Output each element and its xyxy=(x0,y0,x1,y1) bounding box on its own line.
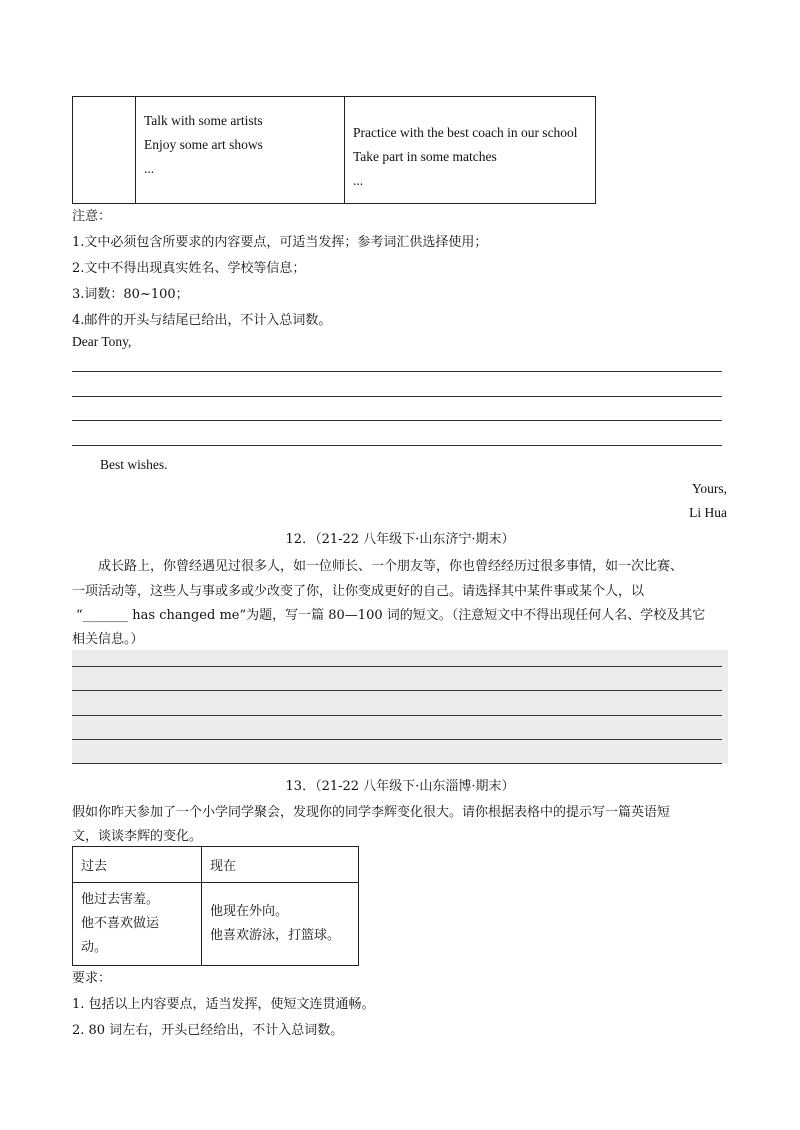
q12-body-line: 一项活动等，这些人与事或多或少改变了你，让你变成更好的自己。请选择其中某件事或某个人，以 xyxy=(72,584,645,599)
q12-body-line: “_______ has changed me”为题，写一篇 80—100 词的短文。（注意短文中不得出现任何人名、学校及其它 xyxy=(76,608,706,623)
table-cell-now xyxy=(202,883,359,966)
question-12-title: 12．（21-22 八年级下·山东济宁·期末） xyxy=(285,532,515,547)
question-13-title: 13．（21-22 八年级下·山东淄博·期末） xyxy=(285,779,515,794)
cell-line: 他不喜欢做运 xyxy=(81,916,160,931)
letter-signoff: Yours, xyxy=(691,481,727,496)
cell-line: 他过去害羞。 xyxy=(81,892,160,907)
writing-line xyxy=(72,666,722,667)
cell-line: 动。 xyxy=(81,940,108,955)
note-item: 3.词数：80~100； xyxy=(72,287,189,302)
writing-line xyxy=(72,396,722,397)
letter-name: Li Hua xyxy=(689,505,727,520)
letter-closing: Best wishes. xyxy=(100,457,168,472)
requirement-item: 1. 包括以上内容要点，适当发挥，使短文连贯通畅。 xyxy=(72,997,375,1012)
table-cell-sport xyxy=(345,97,596,204)
q13-body-line: 假如你昨天参加了一个小学同学聚会，发现你的同学李辉变化很大。请你根据表格中的提示写一篇英语短 xyxy=(72,805,671,820)
writing-line xyxy=(72,371,722,372)
writing-line xyxy=(72,739,722,740)
cell-line: ... xyxy=(144,161,155,176)
table-empty-cell xyxy=(73,97,136,204)
cell-line: Practice with the best coach in our school xyxy=(353,125,578,140)
requirements-heading: 要求： xyxy=(72,971,112,986)
note-item: 2.文中不得出现真实姓名、学校等信息； xyxy=(72,261,306,276)
cell-line: ... xyxy=(353,173,364,188)
cell-line: 他现在外向。 xyxy=(210,904,289,919)
writing-line xyxy=(72,445,722,446)
table-cell-past xyxy=(73,883,202,966)
writing-line xyxy=(72,715,722,716)
writing-line xyxy=(72,763,722,764)
cell-line: Take part in some matches xyxy=(353,149,497,164)
cell-line: Talk with some artists xyxy=(144,113,263,128)
cell-line: Enjoy some art shows xyxy=(144,137,263,152)
requirement-item: 2. 80 词左右，开头已经给出，不计入总词数。 xyxy=(72,1023,344,1038)
cell-line: 他喜欢游泳，打篮球。 xyxy=(210,928,341,943)
table-header-past: 过去 xyxy=(73,847,202,883)
table-header-now: 现在 xyxy=(202,847,359,883)
q13-body-line: 文，谈谈李辉的变化。 xyxy=(72,829,203,844)
writing-line xyxy=(72,690,722,691)
notes-heading: 注意： xyxy=(72,209,112,224)
writing-line xyxy=(72,420,722,421)
answer-area-shade xyxy=(72,650,728,764)
q12-body-line: 成长路上，你曾经遇见过很多人，如一位师长、一个朋友等，你也曾经经历过很多事情，如一次比赛、 xyxy=(98,559,684,574)
note-item: 1.文中必须包含所要求的内容要点，可适当发挥；参考词汇供选择使用； xyxy=(72,235,488,250)
table-cell-art xyxy=(136,97,345,204)
letter-greeting: Dear Tony, xyxy=(72,334,132,349)
note-item: 4.邮件的开头与结尾已给出，不计入总词数。 xyxy=(72,313,332,328)
q12-body-line: 相关信息。） xyxy=(72,632,144,647)
change-table xyxy=(72,846,359,966)
activity-table xyxy=(72,96,596,204)
